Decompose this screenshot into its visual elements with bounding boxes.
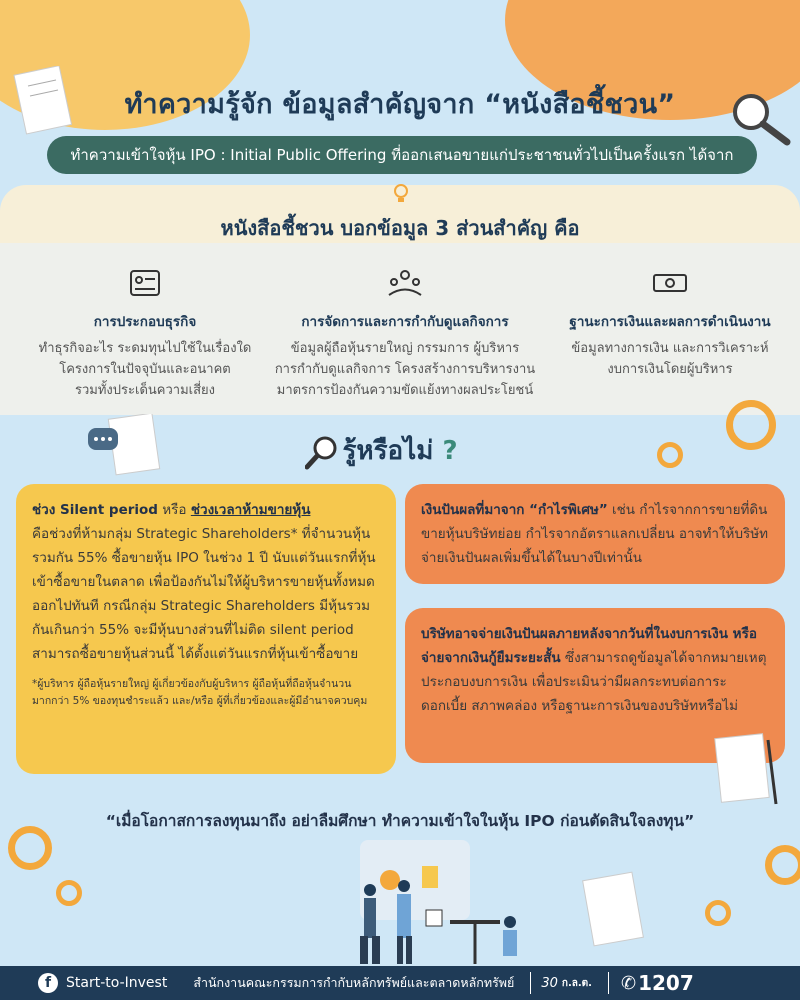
hotline-number[interactable]: 1207 — [638, 971, 694, 995]
silent-period-card — [16, 484, 396, 774]
sec-logo-number: 30 — [541, 975, 558, 991]
section-business — [20, 268, 270, 401]
card-title: ช่วงเวลาห้ามขายหุ้น — [190, 502, 311, 518]
card-body: เช่น กำไรจากการขายที่ดินขายหุ้นบริษัทย่อย กำไรจากอัตราแลกเปลี่ยน อาจทำให้บริษัทจ่ายเงินปันผลเพิ่มขึ้นได้ในบางปีเท่านั้น — [421, 502, 769, 566]
section-heading: การจัดการและการกำกับดูแลกิจการ — [301, 314, 509, 330]
phone-icon: ✆ — [620, 972, 637, 994]
id-card-icon — [125, 268, 165, 298]
section-line: การกำกับดูแลกิจการ โครงสร้างการบริหารงาน — [274, 362, 536, 377]
document-illustration — [580, 870, 650, 950]
card-body: คือช่วงที่ห้ามกลุ่ม Strategic Shareholders* ที่จำนวนหุ้นรวมกัน 55% ซื้อขายหุ้น IPO ในช่วง 1 ปี นับแต่วันแรกที่หุ้นเข้าซื้อขายในตลาด เพื่อป้องกันไม่ให้ผู้บริหารขายหุ้นทั้งหมดออกไปทันที กรณีกลุ่ม Strategic Shareholders มีหุ้นรวมกันเกินกว่า 55% จะมีหุ้นบางส่วนที่ไม่ติด silent period สามารถซื้อขายหุ้นส่วนนี้ ได้ตั้งแต่วันแรกที่หุ้นเข้าซื้อขาย — [32, 526, 376, 662]
question-mark-icon: ? — [442, 436, 458, 466]
section-line: โครงการในปัจจุบันและอนาคต — [59, 362, 231, 377]
business-people-illustration — [300, 840, 540, 966]
panel-title: หนังสือชี้ชวน บอกข้อมูล 3 ส่วนสำคัญ คือ — [220, 216, 580, 240]
footer-bar — [0, 966, 800, 1000]
org-name: สำนักงานคณะกรรมการกำกับหลักทรัพย์และตลาดหลักทรัพย์ — [193, 975, 515, 990]
card-body: ซึ่งสามารถดูข้อมูลได้จากหมายเหตุประกอบงบการเงิน เพื่อประเมินว่ามีผลกระทบต่อการะดอกเบี้ย สภาพคล่อง หรือฐานะการเงินของบริษัทหรือไม่ — [421, 650, 767, 714]
people-meeting-icon — [385, 268, 425, 298]
section-line: ข้อมูลทางการเงิน และการวิเคราะห์ — [571, 341, 769, 356]
page-title: ทำความรู้จัก ข้อมูลสำคัญจาก “หนังสือชี้ชวน” — [124, 89, 676, 120]
facebook-icon: f — [38, 973, 58, 993]
gear-icon — [765, 845, 800, 885]
section-governance — [270, 268, 540, 401]
subtitle-bar — [47, 136, 757, 174]
section-finance — [545, 268, 795, 380]
sec-logo-text: ก.ล.ต. — [561, 977, 592, 989]
section-line: มาตรการป้องกันความขัดแย้งทางผลประโยชน์ — [276, 383, 534, 398]
card-title-join: หรือ — [157, 502, 191, 518]
card-title: เงินปันผลที่มาจาก — [421, 502, 530, 518]
gear-icon — [705, 900, 731, 926]
document-illustration — [710, 730, 780, 810]
card-title: “กำไรพิเศษ” — [529, 502, 608, 518]
card-title: ช่วง Silent period — [32, 502, 158, 518]
card-title: บริษัทอาจจ่ายเงินปันผลภายหลังจากวันที่ในงบการเงิน หรือจ่ายจากเงินกู้ยืมระยะสั้น — [421, 626, 757, 666]
gear-icon — [8, 826, 52, 870]
section-line: รวมทั้งประเด็นความเสี่ยง — [75, 383, 215, 398]
section-line: ข้อมูลผู้ถือหุ้นรายใหญ่ กรรมการ ผู้บริหาร — [290, 341, 520, 356]
did-you-know-heading: รู้หรือไม่ ? — [342, 436, 458, 466]
section-heading: การประกอบธุรกิจ — [93, 314, 197, 330]
section-line: งบการเงินโดยผู้บริหาร — [607, 362, 733, 377]
closing-quote: “เมื่อโอกาสการลงทุนมาถึง อย่าลืมศึกษา ทำความเข้าใจในหุ้น IPO ก่อนตัดสินใจลงทุน” — [105, 812, 695, 830]
money-icon — [650, 268, 690, 298]
card-footnote: *ผู้บริหาร ผู้ถือหุ้นรายใหญ่ ผู้เกี่ยวข้องกับผู้บริหาร ผู้ถือหุ้นที่ถือหุ้นจำนวนมากกว่า 5% ของทุนชำระแล้ว และ/หรือ ผู้ที่เกี่ยวข้องและผู้มีอำนาจควบคุม — [32, 678, 368, 707]
facebook-page-link[interactable]: Start-to-Invest — [66, 975, 168, 991]
gear-icon — [56, 880, 82, 906]
special-profit-card — [405, 484, 785, 584]
lightbulb-icon — [393, 183, 409, 205]
section-heading: ฐานะการเงินและผลการดำเนินงาน — [569, 314, 771, 330]
section-line: ทำธุรกิจอะไร ระดมทุนไปใช้ในเรื่องใด — [38, 341, 252, 356]
subtitle-text: ทำความเข้าใจหุ้น IPO : Initial Public Offering ที่ออกเสนอขายแก่ประชาชนทั่วไปเป็นครั้งแรก ได้จาก — [70, 146, 734, 164]
